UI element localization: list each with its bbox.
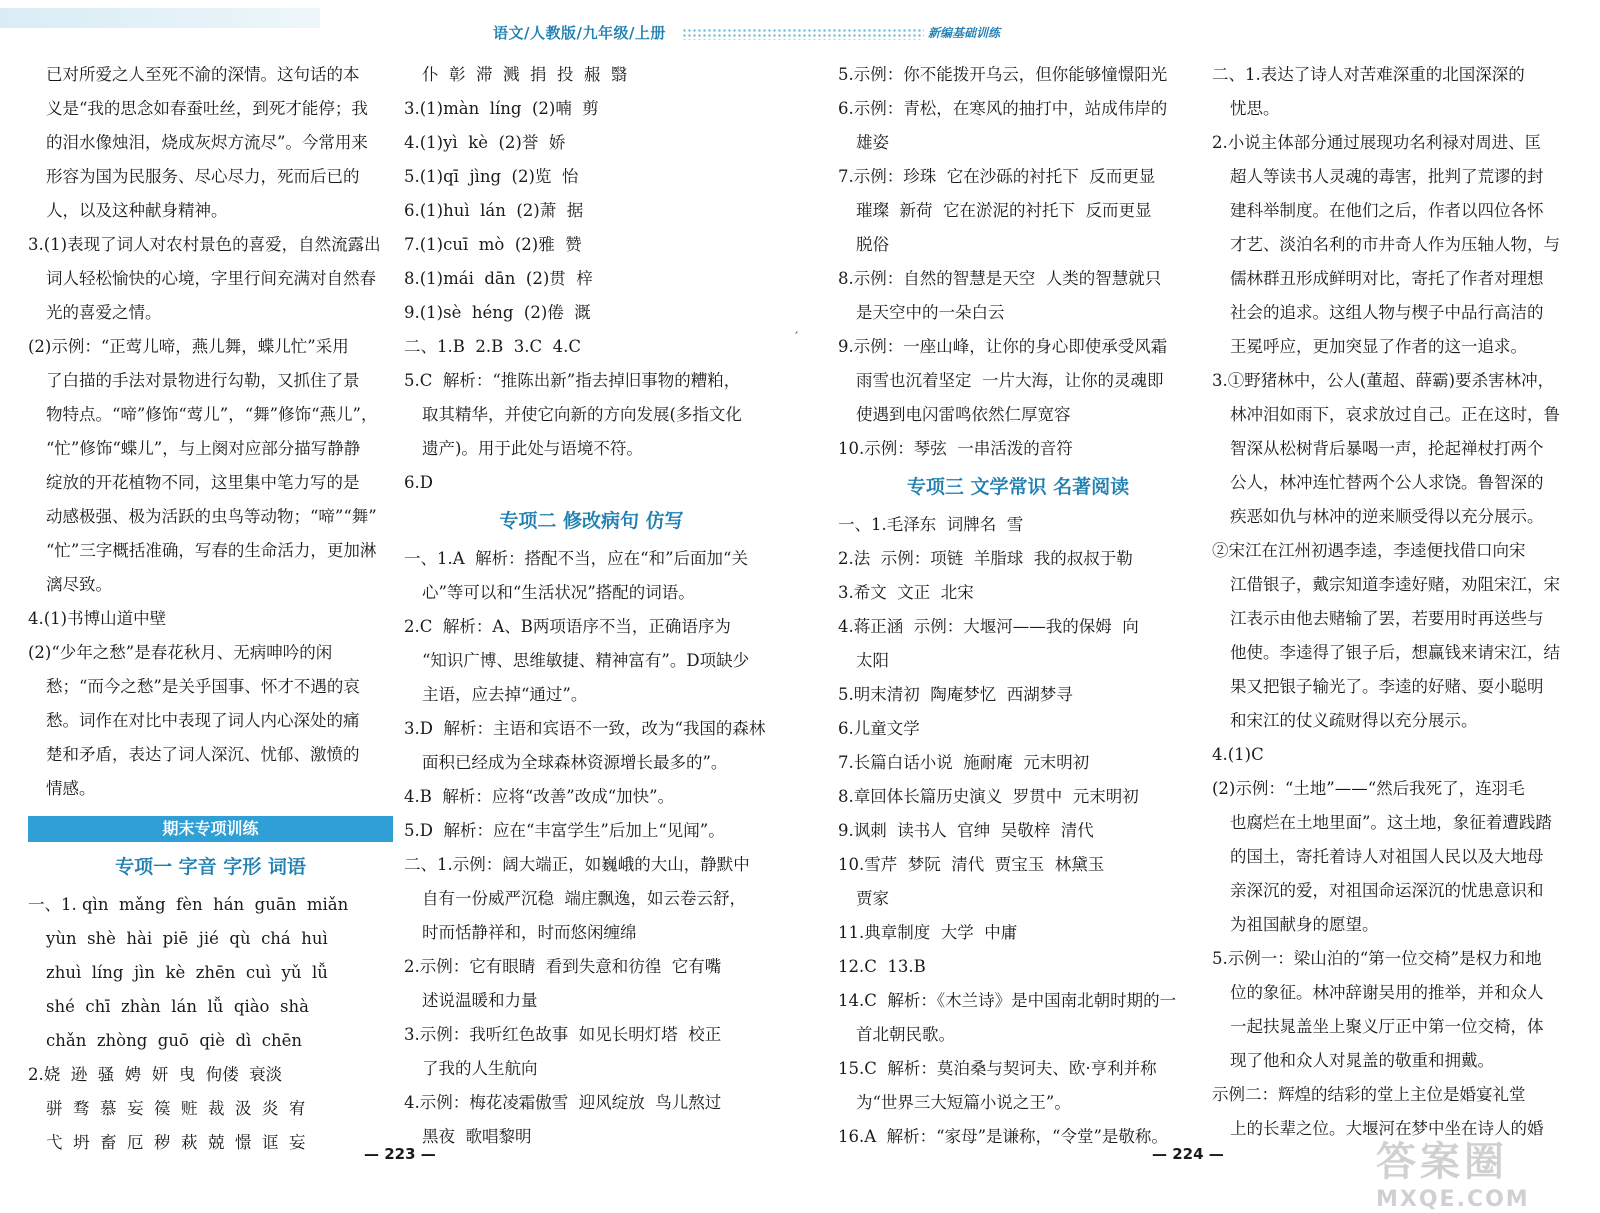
text-line: chǎn zhòng guō qiè dì chēn bbox=[46, 1031, 303, 1050]
text-line: 2.娆 逊 骚 娉 妍 曳 佝偻 衰淡 bbox=[28, 1065, 283, 1084]
text-line: 一、1.毛泽东 词牌名 雪 bbox=[838, 515, 1024, 534]
watermark bbox=[1376, 1130, 1530, 1212]
text-line: 述说温暖和力量 bbox=[422, 991, 538, 1010]
text-line: 雨雪也沉着坚定 一片大海，让你的灵魂即 bbox=[856, 371, 1164, 390]
text-line: “忙”三字概括准确，写春的生命活力，更加淋 bbox=[46, 541, 377, 560]
text-line: 8.(1)mái dān (2)贯 梓 bbox=[404, 269, 593, 288]
text-line: 16.A 解析：“家母”是谦称，“令堂”是敬称。 bbox=[838, 1127, 1168, 1146]
text-line: 9.示例：一座山峰，让你的身心即使承受风霜 bbox=[838, 337, 1168, 356]
text-line: 示例二：辉煌的结彩的堂上主位是婚宴礼堂 bbox=[1212, 1085, 1526, 1104]
text-line: 3.希文 文正 北宋 bbox=[838, 583, 974, 602]
text-line: 愁；“而今之愁”是关乎国事、怀才不遇的哀 bbox=[46, 677, 360, 696]
text-line: 9.讽刺 读书人 官绅 吴敬梓 清代 bbox=[838, 821, 1094, 840]
text-line: 3.(1)màn líng (2)喃 剪 bbox=[404, 99, 599, 118]
text-line: “知识广博、思维敏捷、精神富有”。D项缺少 bbox=[422, 651, 750, 670]
text-line: 一起扶晁盖坐上聚义厅正中第一位交椅，体 bbox=[1230, 1017, 1544, 1036]
text-line: 物特点。“啼”修饰“莺儿”，“舞”修饰“燕儿”， bbox=[46, 405, 378, 424]
column-2-text-after bbox=[404, 542, 779, 1154]
text-line: 果又把银子输光了。李逵的好赌、耍小聪明 bbox=[1230, 677, 1544, 696]
text-line: (2)“少年之愁”是春花秋月、无病呻吟的闲 bbox=[28, 643, 333, 662]
text-line: 3.①野猪林中，公人(董超、薛霸)要杀害林冲， bbox=[1212, 371, 1555, 390]
text-line: 时而恬静祥和，时而悠闲缠绵 bbox=[422, 923, 637, 942]
text-line: 9.(1)sè héng (2)倦 溉 bbox=[404, 303, 591, 322]
column-4 bbox=[1212, 58, 1582, 1146]
text-line: 4.(1)yì kè (2)誉 娇 bbox=[404, 133, 566, 152]
text-line: 的泪水像烛泪，烧成灰烬方流尽”。今常用来 bbox=[46, 133, 368, 152]
text-line: 超人等读书人灵魂的毒害，批判了荒谬的封 bbox=[1230, 167, 1544, 186]
page-number-left: — 223 — bbox=[364, 1145, 436, 1163]
text-line: 的国土，寄托着诗人对祖国人民以及大地母 bbox=[1230, 847, 1544, 866]
text-line: 动感极强、极为活跃的虫鸟等动物；“啼”“舞” bbox=[46, 507, 377, 526]
text-line: 上的长辈之位。大堰河在梦中坐在诗人的婚 bbox=[1230, 1119, 1544, 1138]
header-title: 语文/人教版/九年级/上册 bbox=[493, 24, 666, 42]
text-line: 6.儿童文学 bbox=[838, 719, 920, 738]
text-line: 5.(1)qī jìng (2)览 怡 bbox=[404, 167, 579, 186]
text-line: 情感。 bbox=[46, 779, 96, 798]
text-line: (2)示例：“正莺儿啼，燕儿舞，蝶儿忙”采用 bbox=[28, 337, 349, 356]
text-line: 7.示例：珍珠 它在沙砾的衬托下 反而更显 bbox=[838, 167, 1156, 186]
text-line: 现了他和众人对晁盖的敬重和拥戴。 bbox=[1230, 1051, 1494, 1070]
header-left-decoration bbox=[0, 8, 320, 28]
text-line: 6.示例：青松，在寒风的抽打中，站成伟岸的 bbox=[838, 99, 1168, 118]
text-line: 8.章回体长篇历史演义 罗贯中 元末明初 bbox=[838, 787, 1139, 806]
column-1 bbox=[28, 58, 393, 1160]
text-line: 2.C 解析：A、B两项语序不当，正确语序为 bbox=[404, 617, 731, 636]
page-header bbox=[0, 0, 1600, 42]
text-line: 雄姿 bbox=[856, 133, 889, 152]
text-line: 4.B 解析：应将“改善”改成“加快”。 bbox=[404, 787, 675, 806]
text-line: 10.雪芹 梦阮 清代 贾宝玉 林黛玉 bbox=[838, 855, 1105, 874]
header-subtitle: 新编基础训练 bbox=[928, 26, 1001, 40]
text-line: 5.明末清初 陶庵梦忆 西湖梦寻 bbox=[838, 685, 1073, 704]
section-title-1: 专项一 字音 字形 词语 bbox=[115, 856, 306, 878]
text-line: 5.D 解析：应在“丰富学生”后加上“见闻”。 bbox=[404, 821, 725, 840]
text-line: 智深从松树背后暴喝一声，抡起禅杖打两个 bbox=[1230, 439, 1544, 458]
text-line: 主语，应去掉“通过”。 bbox=[422, 685, 588, 704]
text-line: 黑夜 歌唱黎明 bbox=[422, 1127, 532, 1146]
text-line: 已对所爱之人至死不渝的深情。这句话的本 bbox=[46, 65, 360, 84]
text-line: 亲深沉的爱，对祖国命运深沉的忧患意识和 bbox=[1230, 881, 1544, 900]
text-line: 5.示例：你不能拨开乌云，但你能够憧憬阳光 bbox=[838, 65, 1168, 84]
text-line: 7.(1)cuī mò (2)雅 赞 bbox=[404, 235, 582, 254]
text-line: 他使。李逵得了银子后，想赢钱来请宋江，结 bbox=[1230, 643, 1560, 662]
text-line: 10.示例：琴弦 一串活泼的音符 bbox=[838, 439, 1073, 458]
text-line: 弋 坍 畜 厄 秽 萩 兢 憬 诓 妄 bbox=[46, 1133, 306, 1152]
text-line: (2)示例：“土地”——“然后我死了，连羽毛 bbox=[1212, 779, 1525, 798]
text-line: 才艺、淡泊名利的市井奇人作为压轴人物，与 bbox=[1230, 235, 1560, 254]
text-line: “忙”修饰“蝶儿”，与上阕对应部分描写静静 bbox=[46, 439, 361, 458]
text-line: 2.法 示例：项链 羊脂球 我的叔叔于勒 bbox=[838, 549, 1133, 568]
text-line: 位的象征。林冲辞谢吴用的推举，并和众人 bbox=[1230, 983, 1544, 1002]
text-line: 3.D 解析：主语和宾语不一致，改为“我国的森林 bbox=[404, 719, 766, 738]
text-line: 面积已经成为全球森林资源增长最多的”。 bbox=[422, 753, 728, 772]
section-title-3: 专项三 文学常识 名著阅读 bbox=[906, 476, 1130, 498]
text-line: 词人轻松愉快的心境，字里行间充满对自然春 bbox=[46, 269, 376, 288]
text-line: 15.C 解析：莫泊桑与契诃夫、欧·亨利并称 bbox=[838, 1059, 1157, 1078]
text-line: 二、1.示例：阔大端正，如巍峨的大山，静默中 bbox=[404, 855, 750, 874]
text-line: 江借银子，戴宗知道李逵好赌，劝阻宋江，宋 bbox=[1230, 575, 1560, 594]
text-line: 璀璨 新荷 它在淤泥的衬托下 反而更显 bbox=[856, 201, 1152, 220]
text-line: 12.C 13.B bbox=[838, 957, 926, 976]
text-line: ②宋江在江州初遇李逵，李逵便找借口向宋 bbox=[1212, 541, 1526, 560]
column-2-text bbox=[404, 58, 779, 500]
text-line: 了白描的手法对景物进行勾勒，又抓住了景 bbox=[46, 371, 360, 390]
text-line: 愁。词作在对比中表现了词人内心深处的痛 bbox=[46, 711, 360, 730]
column-1-text-after bbox=[28, 888, 393, 1160]
text-line: 4.(1)C bbox=[1212, 745, 1264, 764]
text-line: 了我的人生航向 bbox=[422, 1059, 538, 1078]
text-line: yùn shè hài piē jié qù chá huì bbox=[46, 929, 328, 948]
text-line: 6.D bbox=[404, 473, 433, 492]
text-line: 取其精华，并使它向新的方向发展(多指文化 bbox=[422, 405, 742, 424]
text-line: 首北朝民歌。 bbox=[856, 1025, 955, 1044]
page-number-right: — 224 — bbox=[1152, 1145, 1224, 1163]
text-line: 使遇到电闪雷鸣依然仁厚宽容 bbox=[856, 405, 1071, 424]
text-line: 二、1.表达了诗人对苦难深重的北国深深的 bbox=[1212, 65, 1525, 84]
text-line: 太阳 bbox=[856, 651, 889, 670]
text-line: 仆 彰 滞 溅 捐 投 赧 翳 bbox=[422, 65, 628, 84]
text-line: 脱俗 bbox=[856, 235, 889, 254]
text-line: 儒林群丑形成鲜明对比，寄托了作者对理想 bbox=[1230, 269, 1544, 288]
text-line: 光的喜爱之情。 bbox=[46, 303, 162, 322]
text-line: 14.C 解析：《木兰诗》是中国南北朝时期的一 bbox=[838, 991, 1177, 1010]
text-line: 楚和矛盾，表达了词人深沉、忧郁、激愤的 bbox=[46, 745, 360, 764]
text-line: 2.示例：它有眼睛 看到失意和彷徨 它有嘴 bbox=[404, 957, 722, 976]
text-line: 疾恶如仇与林冲的逆来顺受得以充分展示。 bbox=[1230, 507, 1544, 526]
watermark-url: MXQE.COM bbox=[1376, 1187, 1530, 1212]
text-line: 是天空中的一朵白云 bbox=[856, 303, 1005, 322]
text-line: 建科举制度。在他们之后，作者以四位各怀 bbox=[1230, 201, 1544, 220]
text-line: 也腐烂在土地里面”。这土地，象征着遭践踏 bbox=[1230, 813, 1552, 832]
text-line: 忧思。 bbox=[1230, 99, 1280, 118]
column-3-text bbox=[838, 58, 1198, 466]
watermark-logo-text: 答案圈 bbox=[1376, 1139, 1508, 1185]
text-line: 社会的追求。这组人物与楔子中品行高洁的 bbox=[1230, 303, 1544, 322]
column-2 bbox=[404, 58, 779, 1154]
text-line: 贾家 bbox=[856, 889, 889, 908]
text-line: 5.示例一：梁山泊的“第一位交椅”是权力和地 bbox=[1212, 949, 1542, 968]
final-exam-banner: 期末专项训练 bbox=[28, 816, 393, 842]
text-line: 为“世界三大短篇小说之王”。 bbox=[856, 1093, 1071, 1112]
text-line: zhuì líng jìn kè zhēn cuì yǔ lǚ bbox=[46, 963, 328, 982]
text-line: 遗产)。用于此处与语境不符。 bbox=[422, 439, 643, 458]
column-3-text-after bbox=[838, 508, 1198, 1154]
text-line: 3.示例：我听红色故事 如见长明灯塔 校正 bbox=[404, 1025, 722, 1044]
text-line: 绽放的开花植物不同，这里集中笔力写的是 bbox=[46, 473, 360, 492]
header-dots-decoration bbox=[682, 28, 924, 40]
text-line: 和宋江的仗义疏财得以充分展示。 bbox=[1230, 711, 1478, 730]
text-line: 4.蒋正涵 示例：大堰河——我的保姆 向 bbox=[838, 617, 1139, 636]
column-4-text bbox=[1212, 58, 1582, 1146]
text-line: 王冕呼应，更加突显了作者的这一追求。 bbox=[1230, 337, 1527, 356]
text-line: 一、1.A 解析：搭配不当，应在“和”后面加“关 bbox=[404, 549, 748, 568]
text-line: 为祖国献身的愿望。 bbox=[1230, 915, 1379, 934]
text-line: 6.(1)huì lán (2)萧 据 bbox=[404, 201, 584, 220]
text-line: 11.典章制度 大学 中庸 bbox=[838, 923, 1018, 942]
text-line: 公人，林冲连忙替两个公人求饶。鲁智深的 bbox=[1230, 473, 1544, 492]
divider-mark: ′ bbox=[795, 330, 799, 346]
column-3 bbox=[838, 58, 1198, 1154]
text-line: shé chī zhàn lán lǚ qiào shà bbox=[46, 997, 309, 1016]
text-line: 4.示例：梅花凌霜傲雪 迎风绽放 鸟儿熬过 bbox=[404, 1093, 722, 1112]
text-line: 2.小说主体部分通过展现功名利禄对周进、匡 bbox=[1212, 133, 1542, 152]
text-line: 4.(1)书博山道中壁 bbox=[28, 609, 167, 628]
text-line: 义是“我的思念如春蚕吐丝，到死才能停；我 bbox=[46, 99, 368, 118]
text-line: 自有一份威严沉稳 端庄飘逸，如云卷云舒， bbox=[422, 889, 746, 908]
text-line: 一、1. qìn mǎng fèn hán guān miǎn bbox=[28, 895, 349, 914]
text-line: 7.长篇白话小说 施耐庵 元末明初 bbox=[838, 753, 1090, 772]
text-line: 林冲泪如雨下，哀求放过自己。正在这时，鲁 bbox=[1230, 405, 1560, 424]
text-line: 骈 骛 慕 妄 篌 赃 裁 汲 炎 宥 bbox=[46, 1099, 306, 1118]
text-line: 江表示由他去赌输了罢，若要用时再送些与 bbox=[1230, 609, 1544, 628]
section-title-2: 专项二 修改病句 仿写 bbox=[499, 510, 684, 532]
text-line: 人，以及这种献身精神。 bbox=[46, 201, 228, 220]
text-line: 二、1.B 2.B 3.C 4.C bbox=[404, 337, 581, 356]
text-line: 3.(1)表现了词人对农村景色的喜爱，自然流露出 bbox=[28, 235, 381, 254]
text-line: 心”等可以和“生活状况”搭配的词语。 bbox=[422, 583, 695, 602]
text-line: 8.示例：自然的智慧是天空 人类的智慧就只 bbox=[838, 269, 1162, 288]
column-1-text bbox=[28, 58, 393, 806]
text-line: 5.C 解析：“推陈出新”指去掉旧事物的糟粕， bbox=[404, 371, 741, 390]
text-line: 形容为国为民服务、尽心尽力，死而后已的 bbox=[46, 167, 360, 186]
text-line: 漓尽致。 bbox=[46, 575, 112, 594]
